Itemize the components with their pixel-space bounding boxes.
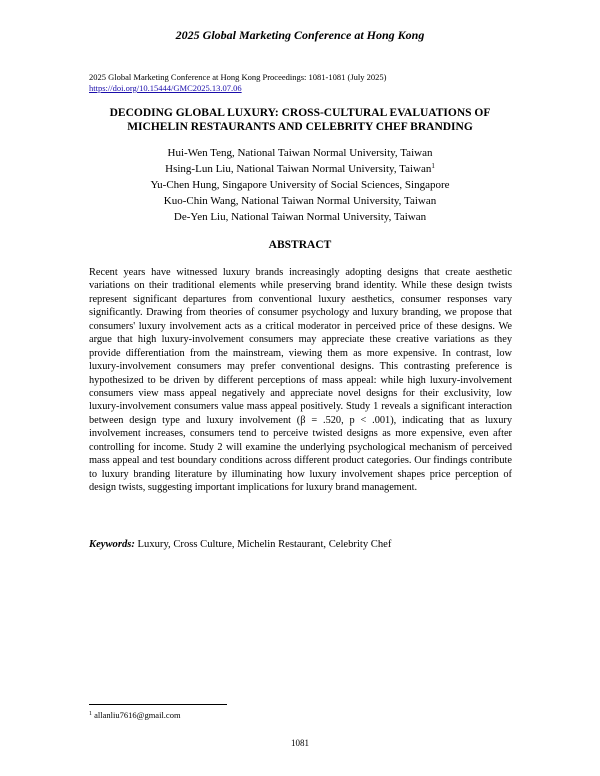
author-line — [0, 177, 600, 193]
author-line — [0, 209, 600, 225]
page-number: 1081 — [291, 738, 309, 748]
footnote-divider — [89, 704, 227, 705]
footnote — [89, 710, 181, 720]
abstract-heading: ABSTRACT — [268, 239, 332, 251]
keywords — [89, 539, 391, 550]
footnote-email: allanliu7616@gmail.com — [92, 710, 181, 720]
author-line — [0, 145, 600, 161]
author-affiliation: De-Yen Liu, National Taiwan Normal University, Taiwan — [173, 211, 427, 223]
paper-title — [60, 106, 540, 134]
paper-title-line-2: MICHELIN RESTAURANTS AND CELEBRITY CHEF BRANDING — [127, 121, 473, 133]
author-line — [0, 161, 600, 177]
keywords-label: Keywords: — [89, 539, 135, 550]
author-line — [0, 193, 600, 209]
footnote-marker: 1 — [431, 162, 435, 170]
author-affiliation: Yu-Chen Hung, Singapore University of Social Sciences, Singapore — [150, 179, 450, 191]
abstract-body: Recent years have witnessed luxury brands increasingly adopting designs that create aesthetic variations on their traditional elements while preserving brand identity. While these design twists represent significant departures from conventional luxury aesthetics, consumer responses vary significantly. Drawing from theories of consumer psychology and luxury branding, we propose that consumers' luxury involvement acts as a critical moderator in perceived price of these designs. We argue that high luxury-involvement consumers may appreciate these creative variations as they provide differentiation from the mainstream, viewing them as more expensive. In contrast, low luxury-involvement consumers may prefer conventional designs. This contrasting preference is hypothesized to be driven by different perceptions of mass appeal: while high luxury-involvement consumers view mass appeal negatively and appreciate novel designs for their exclusivity, low luxury-involvement consumers value mass appeal positively. Study 1 reveals a significant interaction between design type and luxury involvement (β = .520, p < .001), indicating that as luxury involvement increases, consumers tend to perceive twisted designs as more expensive, even after controlling for income. Study 2 will examine the underlying psychological mechanism of perceived mass appeal and test boundary conditions across different product categories. Our findings contribute to luxury branding literature by illuminating how luxury involvement shapes price perception of design twists, suggesting important implications for luxury brand management. — [89, 267, 512, 493]
doi-link[interactable]: https://doi.org/10.15444/GMC2025.13.07.06 — [89, 83, 242, 93]
keywords-text: Luxury, Cross Culture, Michelin Restaurant, Celebrity Chef — [134, 539, 392, 550]
running-header: 2025 Global Marketing Conference at Hong Kong — [175, 28, 425, 42]
footnote-number: 1 — [89, 711, 92, 717]
author-list — [0, 145, 600, 225]
author-affiliation: Hui-Wen Teng, National Taiwan Normal University, Taiwan — [167, 147, 433, 159]
author-affiliation: Kuo-Chin Wang, National Taiwan Normal University, Taiwan — [163, 195, 437, 207]
proceedings-citation: 2025 Global Marketing Conference at Hong Kong Proceedings: 1081-1081 (July 2025) — [89, 72, 387, 82]
paper-title-line-1: DECODING GLOBAL LUXURY: CROSS-CULTURAL EVALUATIONS OF — [109, 107, 491, 119]
author-affiliation: Hsing-Lun Liu, National Taiwan Normal University, Taiwan — [165, 163, 432, 175]
